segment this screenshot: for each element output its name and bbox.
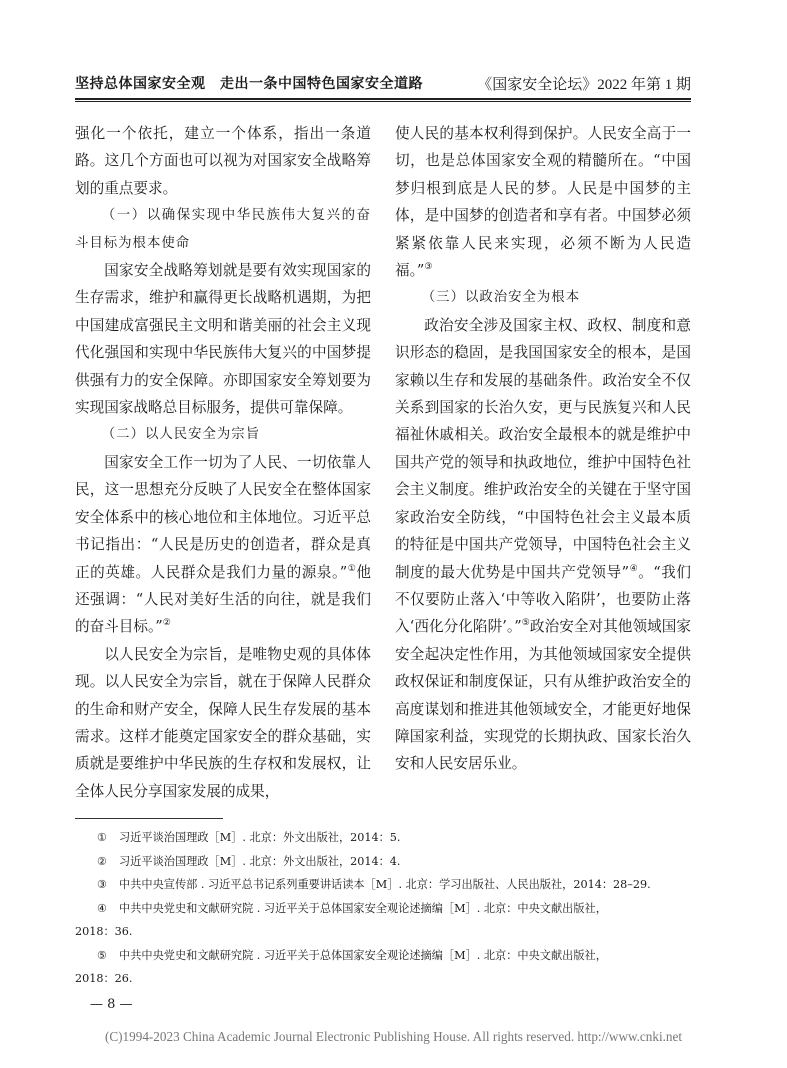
footnote-text: 中共中央党史和文献研究院 . 习近平关于总体国家安全观论述摘编［M］. 北京：中央文献出版社，	[119, 901, 607, 915]
paragraph: 以人民安全为宗旨，是唯物史观的具体体现。以人民安全为宗旨，就在于保障人民群众的生命和财产安全，保障人民生存发展的基本需求。这样才能奠定国家安全的群众基础，实质就是要维护中华民族的生存权和发展权，让全体人民分享国家发展的成果，	[75, 645, 371, 800]
footnote-rule	[75, 818, 223, 819]
footnotes	[75, 826, 691, 991]
section-heading-1: （一）以确保实现中华民族伟大复兴的奋斗目标为根本使命	[75, 208, 371, 251]
footnote	[75, 897, 691, 921]
paragraph-text: 政治安全涉及国家主权、政权、制度和意识形态的稳固，是我国国家安全的根本，是国家赖以生存和发展的基础条件。政治安全不仅关系到国家的长治久安，更与民族复兴和人民福祉休戚相关。政治安全最根本的就是维护中国共产党的领导和执政地位，维护中国特色社会主义制度。维护政治安全的关键在于坚守国家政治安全防线，“中国特色社会主义最本质的特征是中国共产党领导，中国特色社会主义制度的最大优势是中国共产党领导”	[395, 316, 691, 581]
paragraph-text: 。“我们不仅要防止落入‘中等收入陷阱’，也要防止落入‘西化分化陷阱’。”	[395, 563, 691, 636]
footnote-ref[interactable]: ⑤	[521, 618, 530, 629]
footnote-number: ③	[97, 878, 108, 891]
footnote-text: 习近平谈治国理政［M］. 北京：外文出版社，2014：5.	[119, 831, 401, 844]
left-column	[75, 120, 371, 805]
footnote-number: ⑤	[97, 948, 108, 962]
right-column	[395, 120, 691, 778]
footnote	[75, 873, 691, 897]
footnote	[75, 850, 691, 874]
footnote-ref[interactable]: ①	[347, 563, 357, 574]
paragraph-text: 国家安全工作一切为了人民、一切依靠人民，这一思想充分反映了人民安全在整体国家安全体系中的核心地位和主体地位。习近平总书记指出：“人民是历史的创造者，群众是真正的英雄。人民群众是我们力量的源泉。”	[75, 453, 371, 581]
paragraph-text: 政治安全对其他领域国家安全起决定性作用，为其他领域国家安全提供政权保证和制度保证，只有从维护政治安全的高度谋划和推进其他领域安全，才能更好地保障国家利益，实现党的长期执政、国家长治久安和人民安居乐业。	[395, 618, 691, 773]
paragraph: 国家安全战略筹划就是要有效实现国家的生存需求，维护和赢得更长战略机遇期，为把中国建成富强民主文明和谐美丽的社会主义现代化强国和实现中华民族伟大复兴的中国梦提供强有力的安全保障。亦即国家安全筹划要为实现国家战略总目标服务，提供可靠保障。	[75, 262, 371, 417]
footnote-ref[interactable]: ③	[424, 262, 433, 273]
footnote	[75, 826, 691, 850]
footnote	[75, 944, 691, 968]
section-heading-3: （三）以政治安全为根本	[421, 290, 581, 306]
header-rule	[75, 98, 691, 100]
footnote-continuation: 2018：26.	[75, 972, 133, 985]
paragraph: 强化一个依托，建立一个体系，指出一条道路。这几个方面也可以视为对国家安全战略筹划的重点要求。	[75, 125, 371, 197]
paragraph	[395, 120, 691, 284]
paragraph-text: 使人民的基本权利得到保护。人民安全高于一切，也是总体国家安全观的精髓所在。“中国梦归根到底是人民的梦。人民是中国梦的主体，是中国梦的创造者和享有者。中国梦必须紧紧依靠人民来实现，必须不断为人民造福。”	[395, 125, 691, 280]
footnote-number: ②	[97, 854, 108, 868]
running-header-title: 坚持总体国家安全观 走出一条中国特色国家安全道路	[75, 76, 423, 92]
header-rule	[75, 101, 691, 102]
paragraph-text: 他还强调：“人民对美好生活的向往，就是我们的奋斗目标。”	[75, 563, 371, 636]
paragraph	[75, 449, 371, 641]
footnote-number: ④	[97, 901, 108, 915]
footnote-number: ①	[97, 831, 108, 844]
footnote-ref[interactable]: ④	[629, 563, 639, 574]
footnote-ref[interactable]: ②	[162, 618, 171, 629]
copyright-notice: (C)1994-2023 China Academic Journal Electronic Publishing House. All rights reserved. http://www.cnki.net	[104, 1029, 683, 1044]
running-header-journal: 《国家安全论坛》2022 年第 1 期	[477, 77, 691, 93]
section-heading-2: （二）以人民安全为宗旨	[101, 427, 261, 443]
footnote-text: 中共中央宣传部 . 习近平总书记系列重要讲话读本［M］. 北京：学习出版社、人民出版社，2014：28–29.	[119, 878, 651, 891]
footnote-continuation: 2018：36.	[75, 925, 133, 938]
paragraph	[395, 312, 691, 778]
footnote-text: 习近平谈治国理政［M］. 北京：外文出版社，2014：4.	[119, 854, 401, 868]
page-number: — 8 —	[90, 997, 133, 1012]
footnote-text: 中共中央党史和文献研究院 . 习近平关于总体国家安全观论述摘编［M］. 北京：中央文献出版社，	[119, 948, 607, 962]
